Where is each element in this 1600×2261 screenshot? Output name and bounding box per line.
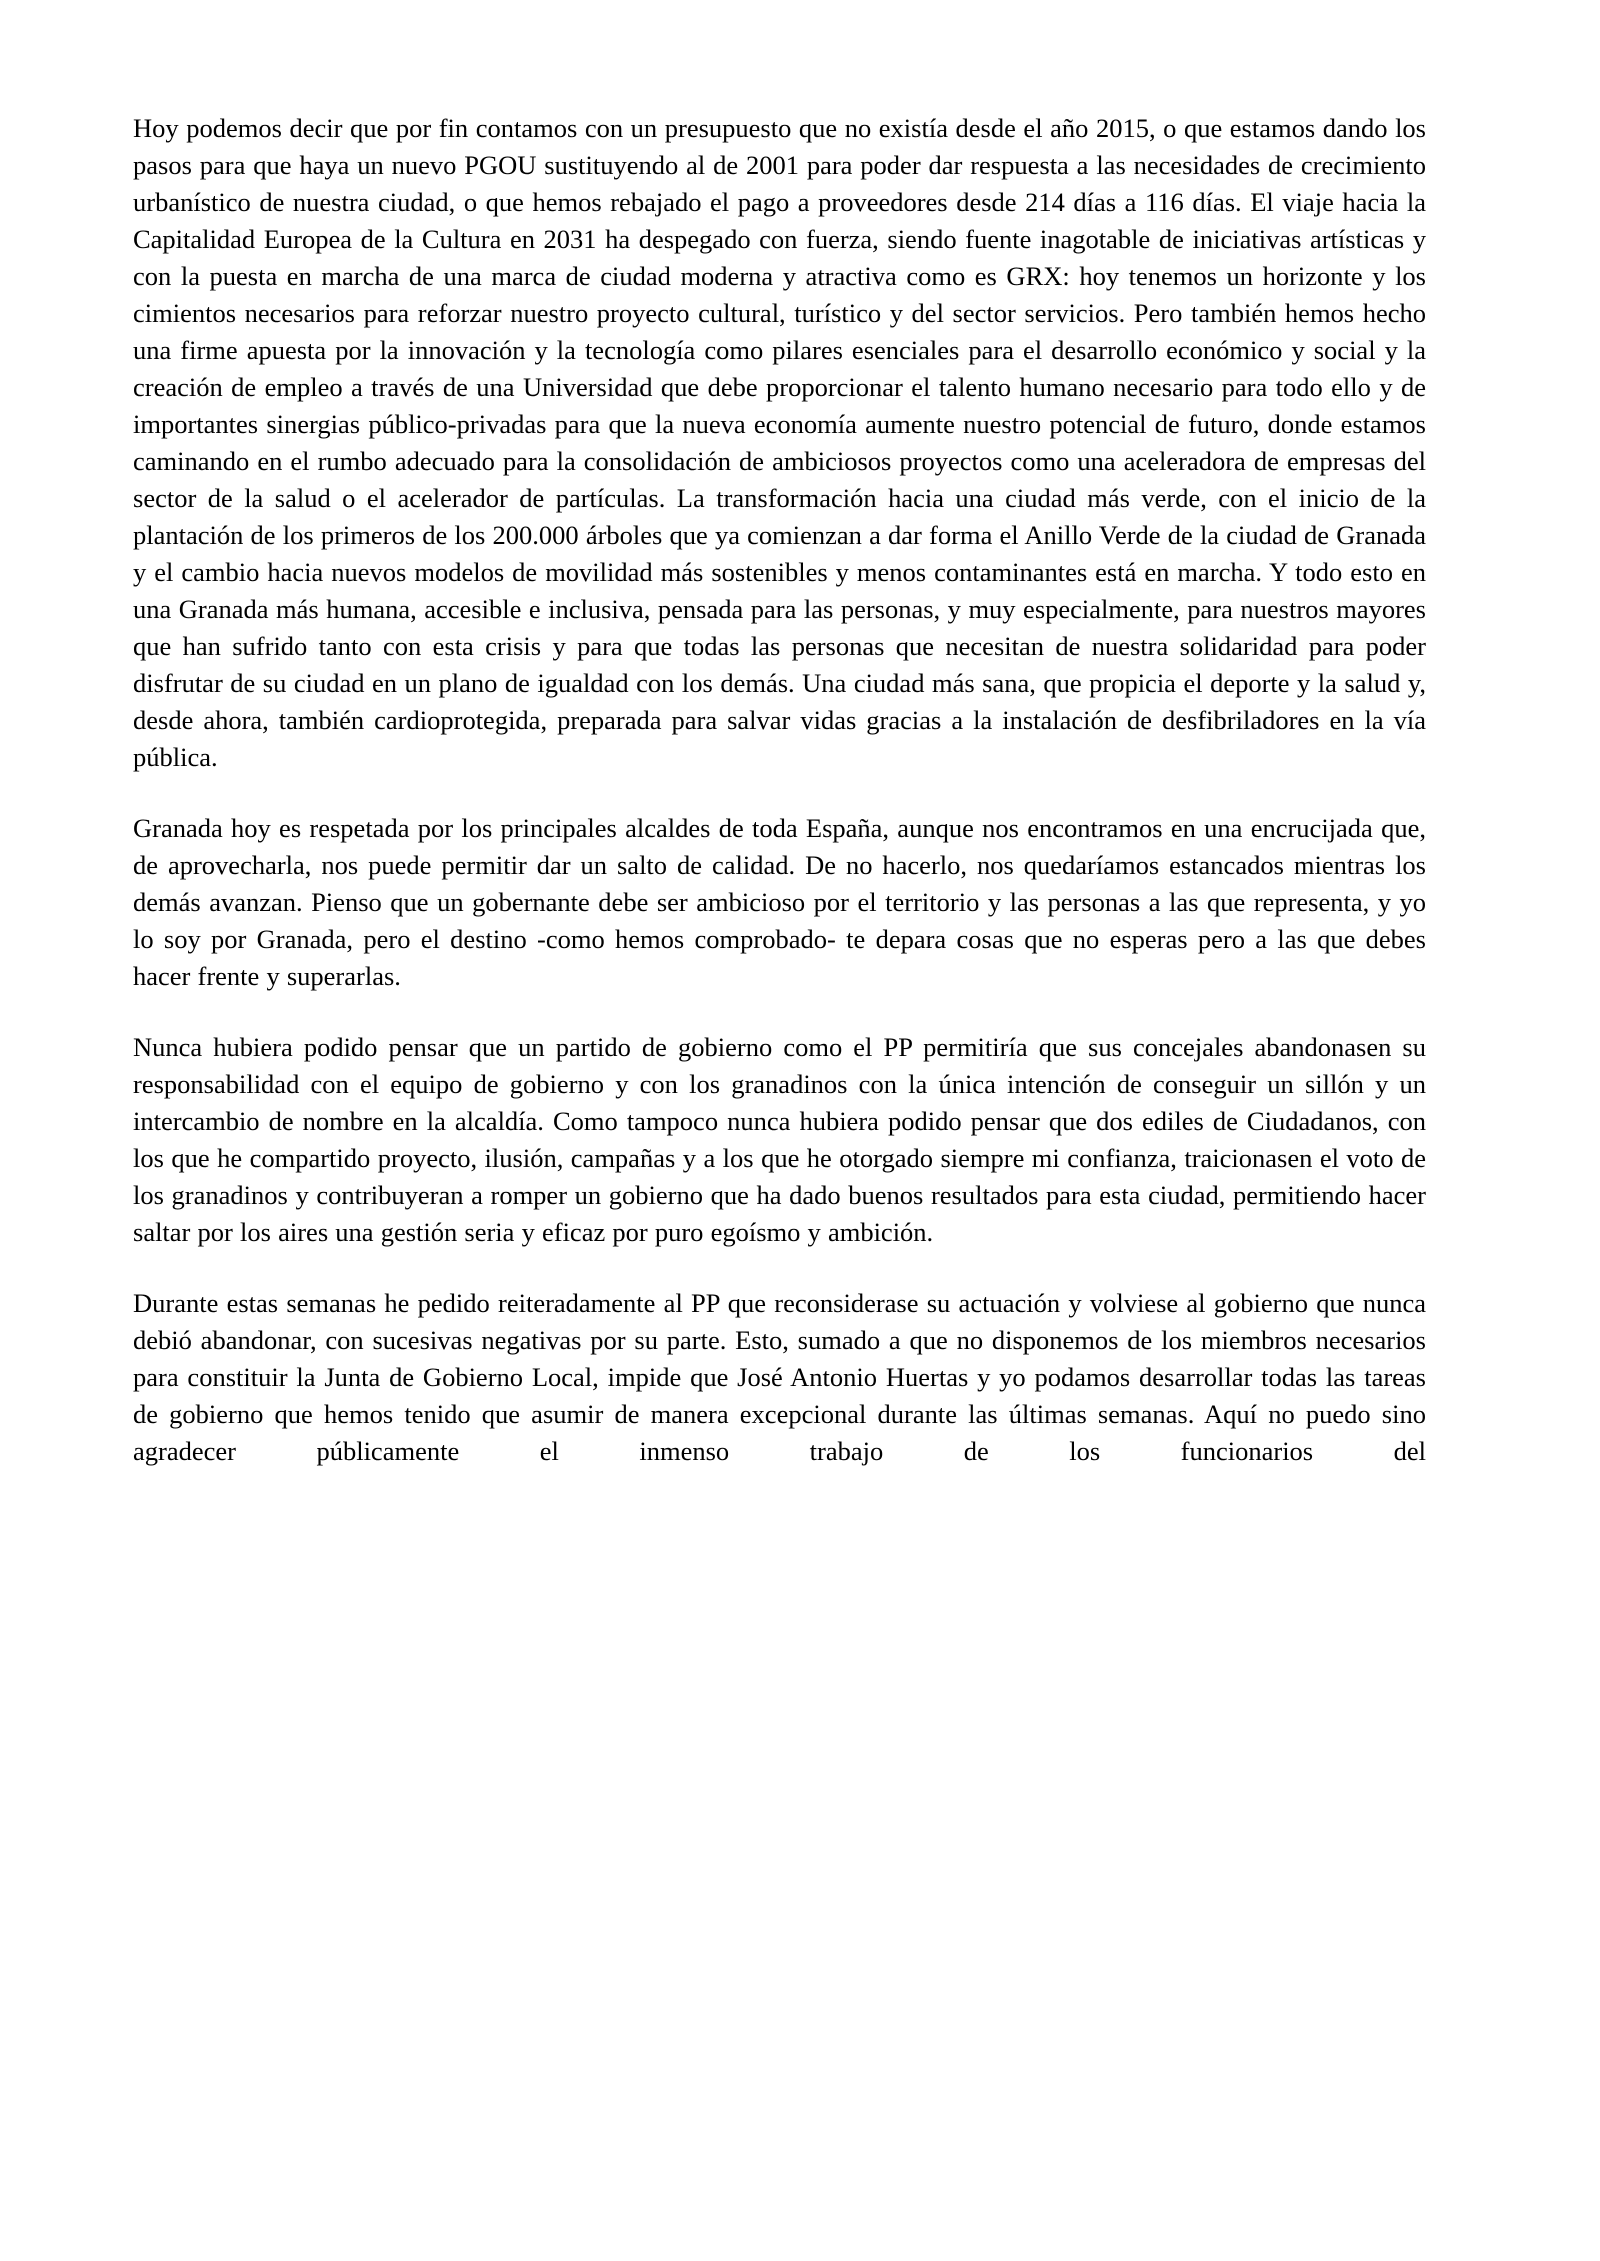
paragraph-4: Durante estas semanas he pedido reiteradamente al PP que reconsiderase su actuación y volviese al gobierno que nunca debió abandonar, con sucesivas negativas por su parte. Esto, sumado a que no disponemos de los miembros necesarios para constituir la Junta de Gobierno Local, impide que José Antonio Huertas y yo podamos desarrollar todas las tareas de gobierno que hemos tenido que asumir de manera excepcional durante las últimas semanas. Aquí no puedo sino agradecer públicamente el inmenso trabajo de los funcionarios del (133, 1288, 1426, 1466)
paragraph-2: Granada hoy es respetada por los principales alcaldes de toda España, aunque nos encontramos en una encrucijada que, de aprovecharla, nos puede permitir dar un salto de calidad. De no hacerlo, nos quedaríamos estancados mientras los demás avanzan. Pienso que un gobernante debe ser ambicioso por el territorio y las personas a las que representa, y yo lo soy por Granada, pero el destino -como hemos comprobado- te depara cosas que no esperas pero a las que debes hacer frente y superarlas. (133, 813, 1426, 991)
paragraph-1: Hoy podemos decir que por fin contamos con un presupuesto que no existía desde el año 2015, o que estamos dando los pasos para que haya un nuevo PGOU sustituyendo al de 2001 para poder dar respuesta a las necesidades de crecimiento urbanístico de nuestra ciudad, o que hemos rebajado el pago a proveedores desde 214 días a 116 días. El viaje hacia la Capitalidad Europea de la Cultura en 2031 ha despegado con fuerza, siendo fuente inagotable de iniciativas artísticas y con la puesta en marcha de una marca de ciudad moderna y atractiva como es GRX: hoy tenemos un horizonte y los cimientos necesarios para reforzar nuestro proyecto cultural, turístico y del sector servicios. Pero también hemos hecho una firme apuesta por la innovación y la tecnología como pilares esenciales para el desarrollo económico y social y la creación de empleo a través de una Universidad que debe proporcionar el talento humano necesario para todo ello y de importantes sinergias público-privadas para que la nueva economía aumente nuestro potencial de futuro, donde estamos caminando en el rumbo adecuado para la consolidación de ambiciosos proyectos como una aceleradora de empresas del sector de la salud o el acelerador de partículas. La transformación hacia una ciudad más verde, con el inicio de la plantación de los primeros de los 200.000 árboles que ya comienzan a dar forma el Anillo Verde de la ciudad de Granada y el cambio hacia nuevos modelos de movilidad más sostenibles y menos contaminantes está en marcha. Y todo esto en una Granada más humana, accesible e inclusiva, pensada para las personas, y muy especialmente, para nuestros mayores que han sufrido tanto con esta crisis y para que todas las personas que necesitan de nuestra solidaridad para poder disfrutar de su ciudad en un plano de igualdad con los demás. Una ciudad más sana, que propicia el deporte y la salud y, desde ahora, también cardioprotegida, preparada para salvar vidas gracias a la instalación de desfibriladores en la vía pública. (133, 113, 1426, 772)
paragraph-3: Nunca hubiera podido pensar que un partido de gobierno como el PP permitiría que sus concejales abandonasen su responsabilidad con el equipo de gobierno y con los granadinos con la única intención de conseguir un sillón y un intercambio de nombre en la alcaldía. Como tampoco nunca hubiera podido pensar que dos ediles de Ciudadanos, con los que he compartido proyecto, ilusión, campañas y a los que he otorgado siempre mi confianza, traicionasen el voto de los granadinos y contribuyeran a romper un gobierno que ha dado buenos resultados para esta ciudad, permitiendo hacer saltar por los aires una gestión seria y eficaz por puro egoísmo y ambición. (133, 1032, 1426, 1247)
document-body (133, 110, 1426, 1507)
